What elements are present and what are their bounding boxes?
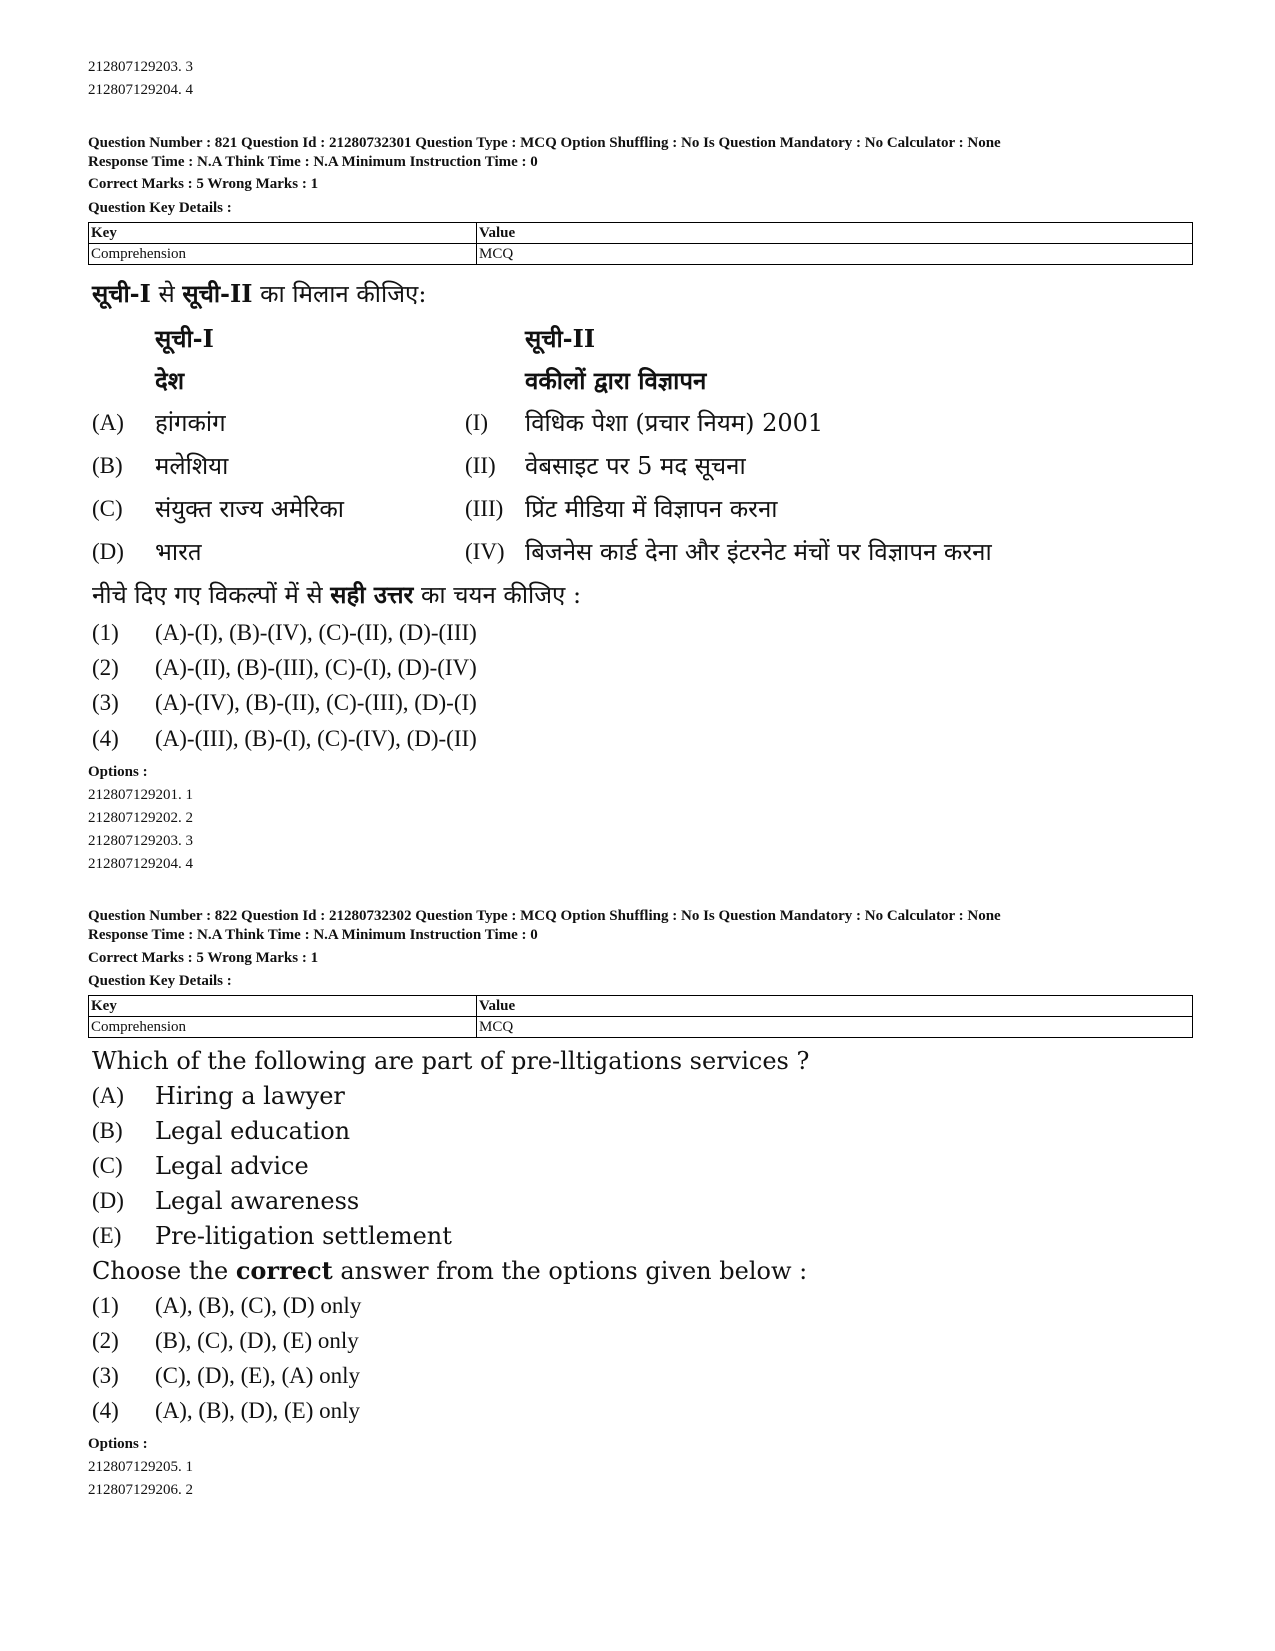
- q1-key-header: Key: [89, 223, 477, 244]
- q1-row-c-item: प्रिंट मीडिया में विज्ञापन करना: [525, 495, 778, 523]
- q2-answer-2-text: (B), (C), (D), (E) only: [155, 1328, 359, 1353]
- q1-row-a-numeral: (I): [465, 410, 488, 435]
- q2-meta-line1: Question Number : 822 Question Id : 21280732302 Question Type : MCQ Option Shuffling : No Is Question Mandatory : No Calculator : None: [88, 908, 1001, 924]
- q1-answer-4-text: (A)-(III), (B)-(I), (C)-(IV), (D)-(II): [155, 726, 477, 751]
- q1-row-d-item: बिजनेस कार्ड देना और इंटरनेट मंचों पर विज्ञापन करना: [525, 538, 992, 566]
- q2-answer-1-num: (1): [92, 1293, 119, 1318]
- q1-option-3: 212807129203. 3: [88, 833, 193, 849]
- q2-item-b-text: Legal education: [155, 1117, 351, 1145]
- q1-row-b-country: मलेशिया: [155, 452, 229, 480]
- q1-answer-2-text: (A)-(II), (B)-(III), (C)-(I), (D)-(IV): [155, 655, 477, 680]
- q2-answer-4-text: (A), (B), (D), (E) only: [155, 1398, 361, 1423]
- q1-row-c-label: (C): [92, 496, 123, 521]
- q2-value-cell: MCQ: [477, 1017, 1193, 1038]
- q2-choose-c: answer from the options given below :: [332, 1257, 808, 1285]
- q1-choose-instruction: [92, 580, 581, 610]
- q2-item-a-label: (A): [92, 1083, 124, 1108]
- q1-row-d-country: भारत: [155, 538, 202, 566]
- q1-row-b-numeral: (II): [465, 453, 496, 478]
- q2-answer-4-num: (4): [92, 1398, 119, 1423]
- q1-instruction-list2: सूची-II: [182, 279, 253, 308]
- q1-options-label: Options :: [88, 764, 148, 780]
- q1-answer-2-num: (2): [92, 655, 119, 680]
- q2-meta: [88, 907, 1198, 945]
- q1-choose-correct: सही उत्तर: [330, 580, 414, 609]
- q2-answer-3-text: (C), (D), (E), (A) only: [155, 1363, 361, 1388]
- q1-row-a-country: हांगकांग: [155, 409, 226, 437]
- q1-key-cell: Comprehension: [89, 244, 477, 265]
- q2-answer-1-text: (A), (B), (C), (D) only: [155, 1293, 362, 1318]
- q1-instruction-list1: सूची-I: [92, 279, 151, 308]
- q2-item-d-text: Legal awareness: [155, 1187, 360, 1215]
- q2-answer-2-num: (2): [92, 1328, 119, 1353]
- q1-key-details-label: Question Key Details :: [88, 200, 232, 216]
- q1-row-b-item: वेबसाइट पर 5 मद सूचना: [525, 452, 746, 480]
- q1-option-1: 212807129201. 1: [88, 787, 193, 803]
- q2-item-d-label: (D): [92, 1188, 124, 1213]
- q1-answer-1-num: (1): [92, 620, 119, 645]
- q2-item-e-label: (E): [92, 1223, 122, 1248]
- q1-row-d-numeral: (IV): [465, 539, 505, 564]
- q1-list1-title: सूची-I: [155, 324, 214, 353]
- q1-row-c-country: संयुक्त राज्य अमेरिका: [155, 495, 344, 523]
- q2-key-table: [88, 995, 1193, 1038]
- q2-key-details-label: Question Key Details :: [88, 973, 232, 989]
- q2-item-e-text: Pre-litigation settlement: [155, 1222, 452, 1250]
- q1-choose-a: नीचे दिए गए विकल्पों में से: [92, 581, 331, 609]
- q1-list2-subtitle: वकीलों द्वारा विज्ञापन: [525, 366, 707, 395]
- q1-option-2: 212807129202. 2: [88, 810, 193, 826]
- q1-instruction-rest: का मिलान कीजिए:: [252, 280, 427, 308]
- q2-choose-instruction: [92, 1256, 807, 1286]
- q2-key-header: Key: [89, 996, 477, 1017]
- q2-meta-line2: Response Time : N.A Think Time : N.A Minimum Instruction Time : 0: [88, 927, 538, 943]
- q1-row-d-label: (D): [92, 539, 124, 564]
- q2-option-1: 212807129205. 1: [88, 1459, 193, 1475]
- q1-answer-4-num: (4): [92, 726, 119, 751]
- q1-marks: Correct Marks : 5 Wrong Marks : 1: [88, 176, 319, 192]
- q1-instruction-se: से: [150, 280, 183, 308]
- q2-item-c-label: (C): [92, 1153, 123, 1178]
- q2-choose-a: Choose the: [92, 1257, 236, 1285]
- q1-row-a-label: (A): [92, 410, 124, 435]
- q1-key-table: [88, 222, 1193, 265]
- q1-row-a-item: विधिक पेशा (प्रचार नियम) 2001: [525, 409, 824, 437]
- q2-question-text: Which of the following are part of pre-lltigations services ?: [92, 1047, 810, 1075]
- q1-instruction: [92, 279, 426, 309]
- q2-options-label: Options :: [88, 1436, 148, 1452]
- q1-meta-line2: Response Time : N.A Think Time : N.A Minimum Instruction Time : 0: [88, 154, 538, 170]
- q1-list1-subtitle: देश: [155, 366, 185, 395]
- q2-key-cell: Comprehension: [89, 1017, 477, 1038]
- q2-marks: Correct Marks : 5 Wrong Marks : 1: [88, 950, 319, 966]
- q2-item-a-text: Hiring a lawyer: [155, 1082, 345, 1110]
- q2-answer-3-num: (3): [92, 1363, 119, 1388]
- q2-item-c-text: Legal advice: [155, 1152, 309, 1180]
- q2-option-2: 212807129206. 2: [88, 1482, 193, 1498]
- q2-value-header: Value: [477, 996, 1193, 1017]
- q1-meta-line1: Question Number : 821 Question Id : 21280732301 Question Type : MCQ Option Shuffling : No Is Question Mandatory : No Calculator : None: [88, 135, 1001, 151]
- top-option-4: 212807129204. 4: [88, 82, 193, 98]
- q1-meta: [88, 134, 1198, 172]
- q1-value-header: Value: [477, 223, 1193, 244]
- q1-list2-title: सूची-II: [525, 324, 596, 353]
- q1-choose-c: का चयन कीजिए :: [413, 581, 582, 609]
- q1-answer-3-text: (A)-(IV), (B)-(II), (C)-(III), (D)-(I): [155, 690, 477, 715]
- q1-row-c-numeral: (III): [465, 496, 504, 521]
- q1-value-cell: MCQ: [477, 244, 1193, 265]
- q1-row-b-label: (B): [92, 453, 123, 478]
- top-option-3: 212807129203. 3: [88, 59, 193, 75]
- q1-answer-3-num: (3): [92, 690, 119, 715]
- q1-answer-1-text: (A)-(I), (B)-(IV), (C)-(II), (D)-(III): [155, 620, 477, 645]
- q2-item-b-label: (B): [92, 1118, 123, 1143]
- q2-choose-correct: correct: [235, 1256, 333, 1285]
- q1-option-4: 212807129204. 4: [88, 856, 193, 872]
